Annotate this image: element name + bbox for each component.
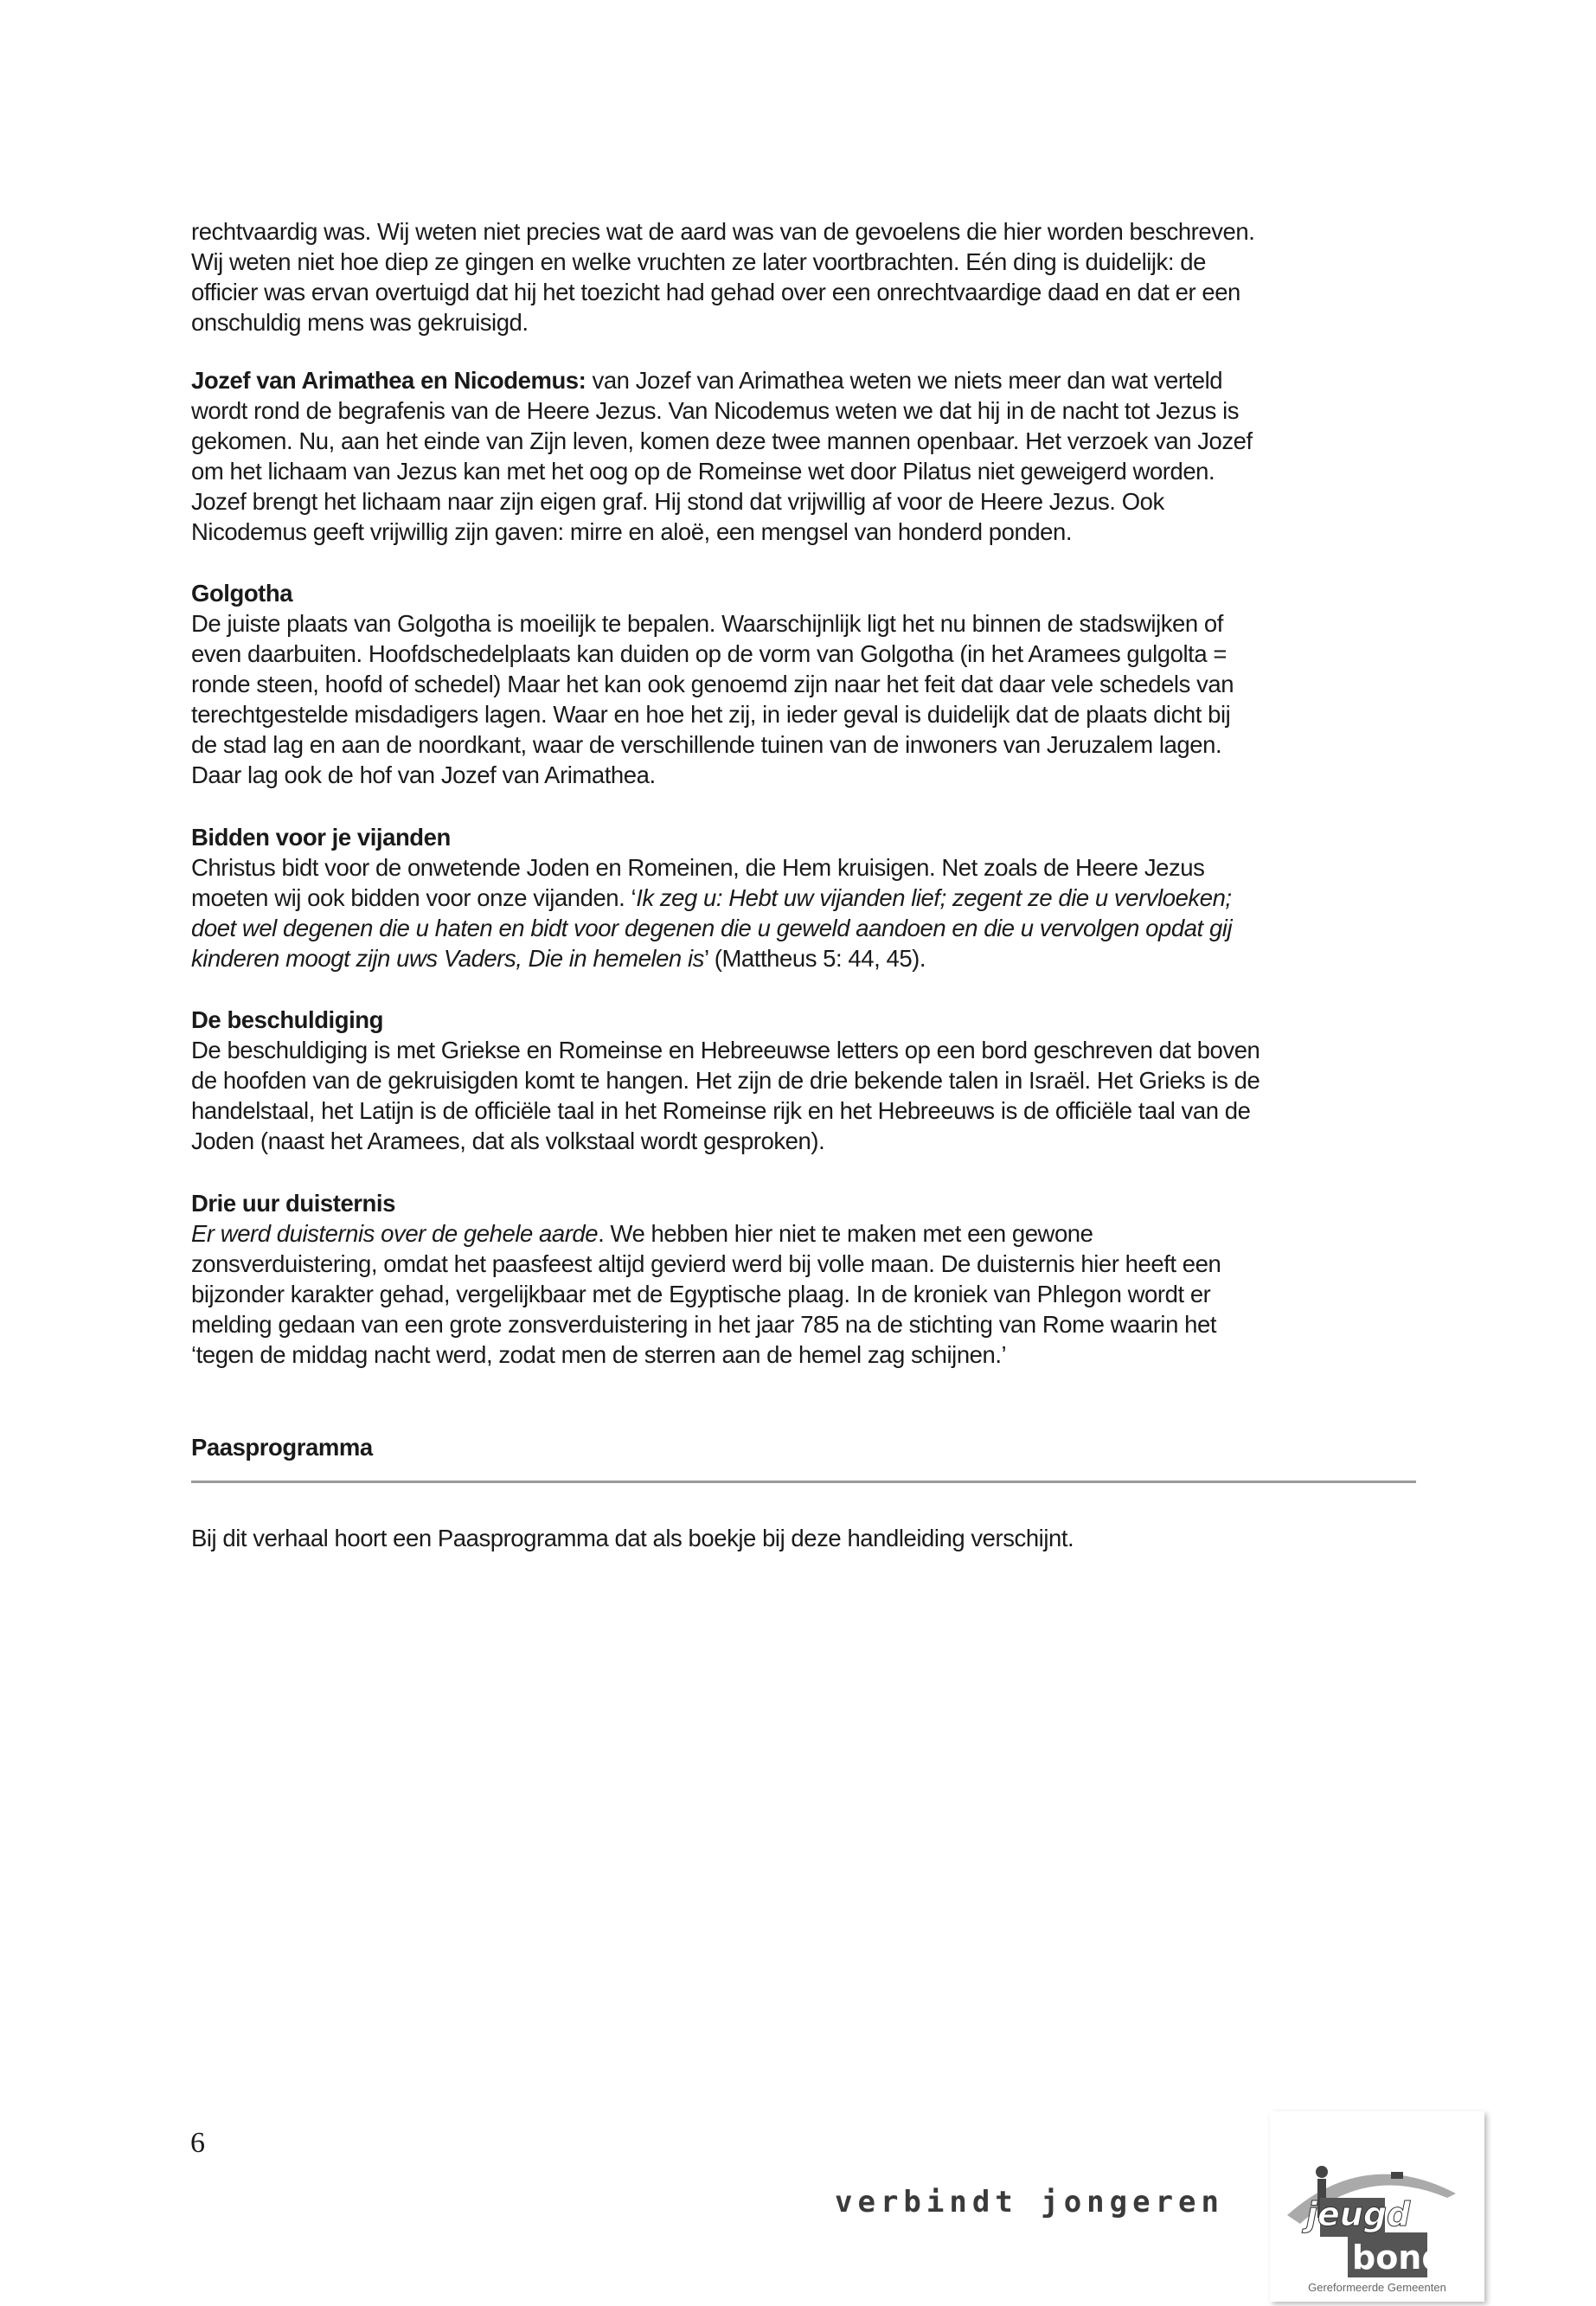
jeugdbond-logo	[1270, 2111, 1484, 2302]
section-7	[191, 1523, 1420, 1553]
text-span: onschuldig mens was gekruisigd.	[191, 309, 529, 336]
text-span: handelstaal, het Latijn is de officiële taal in het Romeinse rijk en het Hebreeuws is de officiële taal van de	[191, 1097, 1251, 1124]
text-line	[191, 1309, 1420, 1339]
section-6	[191, 1432, 1420, 1462]
text-span: Er werd duisternis over de gehele aarde	[191, 1220, 599, 1247]
text-span: de hoofden van de gekruisigden komt te hangen. Het zijn de drie bekende talen in Israël. Het Grieks is de	[191, 1067, 1260, 1094]
text-line	[191, 852, 1420, 883]
section-heading: Golgotha	[191, 580, 293, 607]
text-line	[191, 608, 1420, 639]
text-span: De beschuldiging is met Griekse en Romeinse en Hebreeuwse letters op een bord geschreven dat boven	[191, 1037, 1260, 1063]
text-span: rechtvaardig was. Wij weten niet precies wat de aard was van de gevoelens die hier worden beschreven.	[191, 218, 1255, 245]
tagline: verbindt jongeren	[835, 2185, 1224, 2219]
section-0	[191, 216, 1420, 337]
section-heading: Paasprogramma	[191, 1434, 373, 1461]
text-line	[191, 1523, 1420, 1553]
section-heading: Jozef van Arimathea en Nicodemus:	[191, 367, 586, 394]
text-span: Joden (naast het Aramees, dat als volkstaal wordt gesproken).	[191, 1127, 825, 1154]
text-line	[191, 517, 1420, 547]
text-span: zonsverduistering, omdat het paasfeest altijd gevierd werd bij volle maan. De duisternis hier heeft een	[191, 1250, 1221, 1277]
text-line	[191, 247, 1420, 277]
text-span: Christus bidt voor de onwetende Joden en Romeinen, die Hem kruisigen. Net zoals de Heere Jezus	[191, 854, 1205, 881]
text-line	[191, 1126, 1420, 1156]
text-line	[191, 729, 1420, 760]
text-line	[191, 486, 1420, 517]
text-span: Jozef brengt het lichaam naar zijn eigen graf. Hij stond dat vrijwillig af voor de Heere Jezus. Ook	[191, 488, 1164, 515]
text-span: ronde steen, hoofd of schedel) Maar het kan ook genoemd zijn naar het feit dat daar vele schedels van	[191, 671, 1234, 697]
svg-text:bond: bond	[1352, 2239, 1445, 2277]
section-divider	[191, 1481, 1416, 1483]
text-span: De juiste plaats van Golgotha is moeilijk te bepalen. Waarschijnlijk ligt het nu binnen de stadswijken of	[191, 610, 1223, 637]
text-span: ‘tegen de middag nacht werd, zodat men de sterren aan de hemel zag schijnen.’	[191, 1341, 1007, 1368]
text-line	[191, 943, 1420, 973]
text-line	[191, 1339, 1420, 1370]
text-line	[191, 1218, 1420, 1249]
section-2	[191, 578, 1420, 790]
text-span: kinderen moogt zijn uws Vaders, Die in hemelen is	[191, 945, 704, 972]
section-heading: Bidden voor je vijanden	[191, 824, 451, 851]
text-span: moeten wij ook bidden voor onze vijanden. ‘	[191, 884, 637, 911]
text-line	[191, 578, 1420, 608]
text-span: melding gedaan van een grote zonsverduistering in het jaar 785 na de stichting van Rome waarin het	[191, 1311, 1217, 1338]
text-line	[191, 1188, 1420, 1218]
text-line	[191, 1095, 1420, 1126]
section-3	[191, 822, 1420, 973]
svg-text:jeugd: jeugd	[1306, 2195, 1411, 2233]
section-heading: Drie uur duisternis	[191, 1190, 395, 1217]
text-span: Bij dit verhaal hoort een Paasprogramma dat als boekje bij deze handleiding verschijnt.	[191, 1525, 1074, 1551]
text-line	[191, 1005, 1420, 1035]
text-line	[191, 1065, 1420, 1095]
text-span: Wij weten niet hoe diep ze gingen en welke vruchten ze later voortbrachten. Eén ding is duidelijk: de	[191, 248, 1206, 275]
text-line	[191, 1035, 1420, 1065]
text-span: om het lichaam van Jezus kan met het oog op de Romeinse wet door Pilatus niet geweigerd worden.	[191, 458, 1215, 485]
text-line	[191, 277, 1420, 307]
text-line	[191, 760, 1420, 790]
text-span: ’ (Mattheus 5: 44, 45).	[703, 945, 926, 972]
text-span: . We hebben hier niet te maken met een gewone	[598, 1220, 1093, 1247]
section-1	[191, 365, 1420, 547]
text-line	[191, 883, 1420, 913]
text-line	[191, 426, 1420, 456]
logo-subtitle: Gereformeerde Gemeenten	[1308, 2281, 1446, 2294]
text-line	[191, 307, 1420, 337]
text-line	[191, 365, 1420, 395]
text-line	[191, 699, 1420, 729]
text-line	[191, 1249, 1420, 1279]
text-line	[191, 395, 1420, 426]
text-line	[191, 639, 1420, 669]
text-line	[191, 456, 1420, 486]
page-number: 6	[190, 2127, 205, 2159]
text-line	[191, 1432, 1420, 1462]
text-line	[191, 669, 1420, 699]
text-span: de stad lag en aan de noordkant, waar de verschillende tuinen van de inwoners van Jeruzalem lagen.	[191, 731, 1222, 758]
text-span: terechtgestelde misdadigers lagen. Waar en hoe het zij, in ieder geval is duidelijk dat de plaats dicht bij	[191, 701, 1231, 728]
text-span: wordt rond de begrafenis van de Heere Jezus. Van Nicodemus weten we dat hij in de nacht tot Jezus is	[191, 397, 1240, 424]
text-line	[191, 1279, 1420, 1309]
text-span: gekomen. Nu, aan het einde van Zijn leven, komen deze twee mannen openbaar. Het verzoek van Jozef	[191, 427, 1253, 454]
text-span: Daar lag ook de hof van Jozef van Arimathea.	[191, 761, 656, 788]
text-span: Nicodemus geeft vrijwillig zijn gaven: mirre en aloë, een mengsel van honderd ponden.	[191, 518, 1073, 545]
text-span: van Jozef van Arimathea weten we niets meer dan wat verteld	[586, 367, 1223, 394]
text-span: even daarbuiten. Hoofdschedelplaats kan duiden op de vorm van Golgotha (in het Aramees gulgolta =	[191, 640, 1227, 667]
section-4	[191, 1005, 1420, 1156]
text-line	[191, 822, 1420, 852]
text-line	[191, 216, 1420, 247]
text-span: bijzonder karakter gehad, vergelijkbaar met de Egyptische plaag. In de kroniek van Phlegon wordt er	[191, 1281, 1211, 1307]
text-span: Ik zeg u: Hebt uw vijanden lief; zegent ze die u vervloeken;	[636, 884, 1232, 911]
text-line	[191, 913, 1420, 943]
section-heading: De beschuldiging	[191, 1006, 383, 1033]
text-span: doet wel degenen die u haten en bidt voor degenen die u geweld aandoen en die u vervolgen opdat gij	[191, 915, 1233, 941]
text-span: officier was ervan overtuigd dat hij het toezicht had gehad over een onrechtvaardige daad en dat er een	[191, 279, 1240, 305]
logo-graphic-icon	[1270, 2111, 1484, 2302]
section-5	[191, 1188, 1420, 1370]
